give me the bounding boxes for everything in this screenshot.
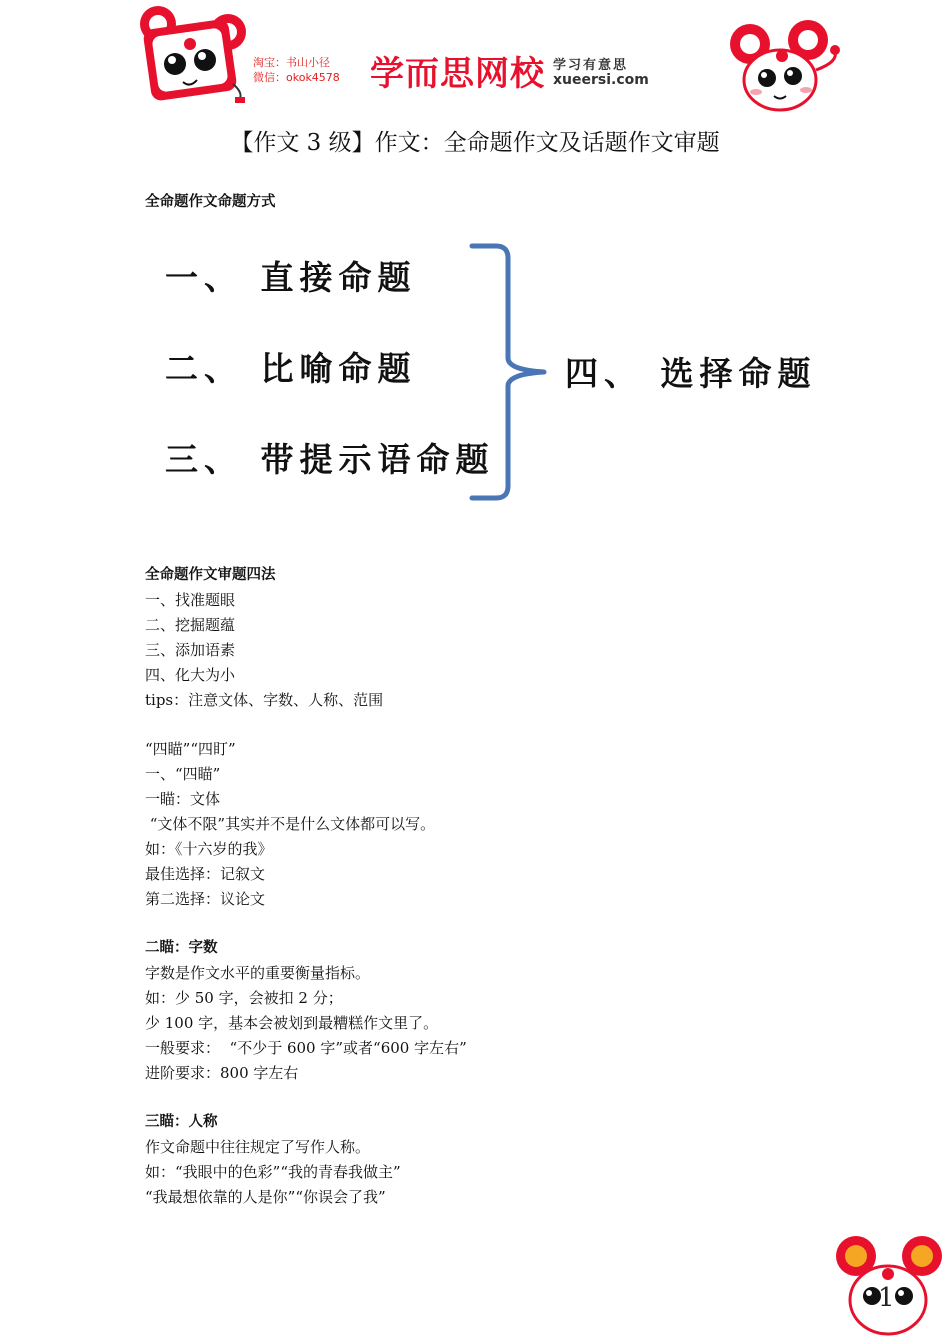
section4-line-3: 少 100 字，基本会被划到最糟糕作文里了。 — [145, 1014, 439, 1032]
mascot-right-icon — [720, 12, 850, 117]
page-number: 1 — [878, 1283, 895, 1313]
section3-line-1: 一瞄：文体 — [145, 790, 221, 808]
section4-line-2: 如：少 50 字，会被扣 2 分； — [145, 989, 343, 1007]
section4-line-4: 一般要求： “不少于 600 字”或者“600 字左右” — [145, 1039, 467, 1057]
section3-title: “四瞄”“四盯” — [145, 740, 236, 758]
section5-heading: 三瞄：人称 — [145, 1114, 218, 1130]
brand-name: 学而思网校 — [370, 54, 545, 94]
method-metaphor: 二、 比喻命题 — [165, 349, 417, 388]
section3-line-3: 如：《十六岁的我》 — [145, 840, 273, 858]
section5-line-1: 作文命题中往往规定了写作人称。 — [145, 1138, 371, 1156]
section1-heading: 全命题作文命题方式 — [145, 194, 276, 210]
section3-line-5: 第二选择：议论文 — [145, 890, 266, 908]
brand-domain: xueersi.com — [553, 72, 649, 88]
section5-line-2: 如：“我眼中的色彩”“我的青春我做主” — [145, 1163, 401, 1181]
method-item-2: 二、挖掘题蕴 — [145, 616, 236, 634]
section5-line-3: “我最想依靠的人是你”“你误会了我” — [145, 1188, 386, 1206]
shop-label: 淘宝：书山小径 — [253, 56, 330, 69]
section4-heading: 二瞄：字数 — [145, 940, 218, 956]
mascot-left-icon — [133, 2, 253, 107]
section4-line-5: 进阶要求：800 字左右 — [145, 1064, 299, 1082]
brand-sub — [553, 58, 649, 87]
section3-sub: 一、“四瞄” — [145, 765, 221, 783]
section4-line-1: 字数是作文水平的重要衡量指标。 — [145, 964, 371, 982]
shop-info — [253, 55, 340, 85]
method-item-3: 三、添加语素 — [145, 641, 236, 659]
method-prompt: 三、 带提示语命题 — [165, 440, 495, 479]
tips-line: tips：注意文体、字数、人称、范围 — [145, 691, 384, 709]
method-direct: 一、 直接命题 — [165, 258, 417, 297]
method-item-4: 四、化大为小 — [145, 666, 236, 684]
section3-line-2: “文体不限”其实并不是什么文体都可以写。 — [145, 815, 436, 833]
method-item-1: 一、找准题眼 — [145, 591, 236, 609]
section3-line-4: 最佳选择：记叙文 — [145, 865, 266, 883]
section2-heading: 全命题作文审题四法 — [145, 567, 276, 583]
method-choice: 四、 选择命题 — [565, 354, 817, 393]
page-title: 【作文 3 级】作文：全命题作文及话题作文审题 — [230, 130, 720, 156]
brand-slogan: 学习有意思 — [553, 58, 629, 73]
brace-icon — [466, 240, 556, 505]
wechat-label: 微信：okok4578 — [253, 71, 340, 84]
